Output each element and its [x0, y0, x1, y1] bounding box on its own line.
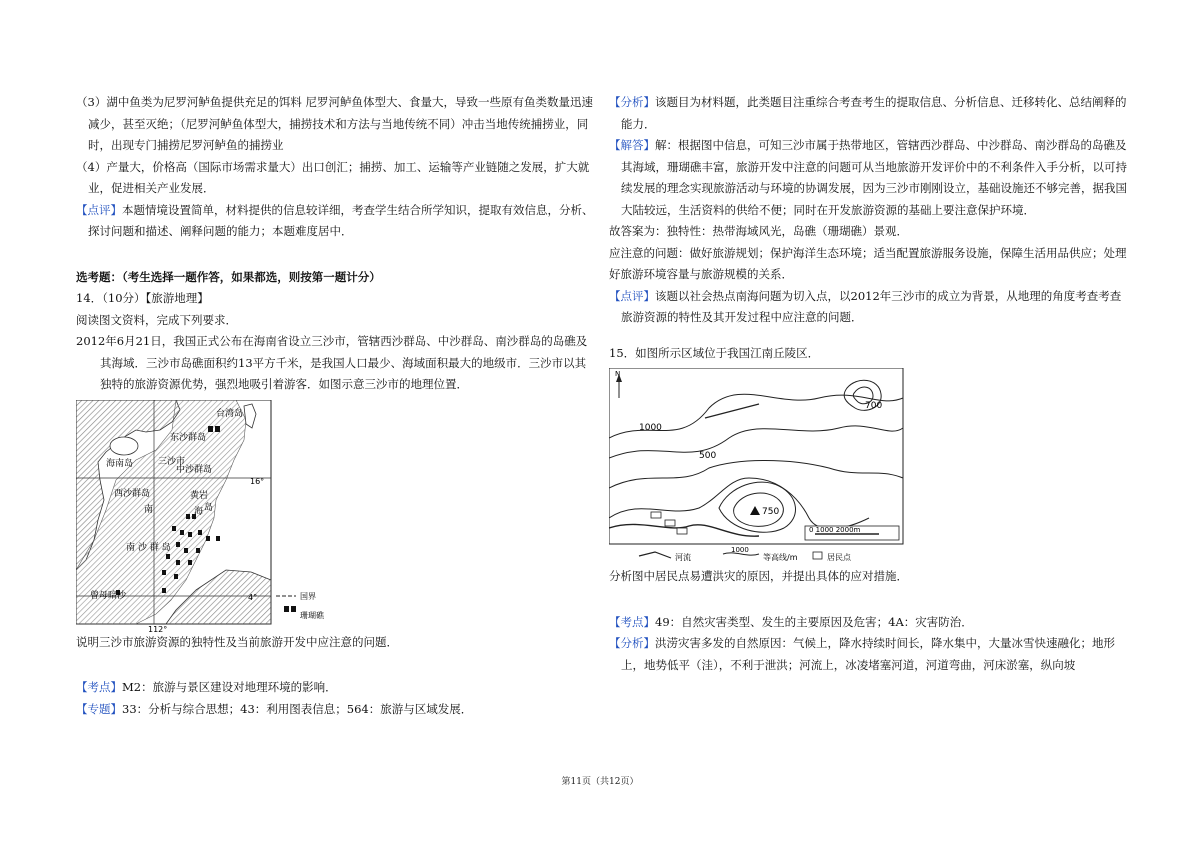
kaodian2-paragraph	[609, 612, 1129, 634]
label-zengmu: 曾母暗沙	[90, 590, 127, 601]
kaodian-tag: 【考点】	[76, 680, 122, 694]
q14-material: 2012年6月21日，我国正式公布在海南省设立三沙市，管辖西沙群岛、中沙群岛、南沙群岛的岛礁及其海域．三沙市岛礁面积约13平方千米，是我国人口最少、海域面积最大的地级市．三沙市以其独特的旅游资源优势，强烈地吸引着游客．如图示意三沙市的地理位置．	[76, 334, 588, 391]
legend-contour-value: 1000	[731, 546, 749, 554]
kaodian-text: M2：旅游与景区建设对地理环境的影响．	[122, 680, 337, 694]
legend-settlement-label: 居民点	[827, 553, 851, 562]
q13-part4: （4）产量大，价格高（国际市场需求量大）出口创汇；捕捞、加工、运输等产业链随之发展，扩大就业，促进相关产业发展．	[76, 159, 590, 195]
map2-legend	[639, 546, 852, 562]
q13-part3: （3）湖中鱼类为尼罗河鲈鱼提供充足的饵料 尼罗河鲈鱼体型大、食量大，导致一些原有鱼类数量迅速减少，甚至灭绝；（尼罗河鲈鱼体型大，捕捞技术和方法与当地传统不同）冲击当地传统捕捞业，同时，出现专门捕捞尼罗河鲈鱼的捕捞业	[76, 95, 593, 152]
contour-label-1000: 1000	[639, 423, 662, 433]
kaodian2-tag: 【考点】	[609, 614, 655, 629]
q15-question: 分析图中居民点易遭洪灾的原因，并提出具体的应对措施．	[609, 569, 908, 583]
answer-line-2: 应注意的问题：做好旅游规划；保护海洋生态环境；适当配置旅游服务设施，保障生活用品供应；处理好旅游环境容量与旅游规模的关系．	[609, 245, 1127, 281]
q14-question: 说明三沙市旅游资源的独特性及当前旅游开发中应注意的问题．	[76, 634, 398, 649]
legend-reef-label: 珊瑚礁	[300, 610, 324, 620]
fenxi2-text: 洪涝灾害多发的自然原因：气候上，降水持续时间长，降水集中，大量冰雪快速融化；地形上，地势低平（洼），不利于泄洪；河流上，冰凌堵塞河道，河道弯曲，河床淤塞，纵向坡	[621, 636, 1115, 672]
fenxi-paragraph	[609, 92, 1129, 135]
dianping-paragraph	[609, 286, 1129, 329]
kaodian2-text: 49：自然灾害类型、发生的主要原因及危害；4A：灾害防治．	[655, 614, 973, 629]
left-column	[76, 92, 596, 720]
zhuanti-text: 33：分析与综合思想；43：利用图表信息；564：旅游与区域发展．	[122, 701, 473, 716]
scale-bar	[805, 526, 899, 540]
label-huangyan-island: 岛	[204, 502, 214, 513]
label-lat16: 16°	[250, 476, 265, 486]
north-label: N	[615, 370, 621, 378]
label-zhongsha: 中沙群岛	[176, 464, 213, 475]
legend-border-label: 国界	[300, 591, 316, 601]
settlement-3	[677, 528, 687, 534]
label-taiwan: 台湾岛	[216, 408, 244, 419]
fenxi2-paragraph	[609, 633, 1129, 676]
section-title: 选考题：（考生选择一题作答，如果都选，则按第一题计分）	[76, 269, 381, 284]
q15-head: 15．如图所示区域位于我国江南丘陵区．	[609, 345, 820, 360]
zhuanti-paragraph	[76, 699, 596, 721]
q14-head: 14．（10分）【旅游地理】	[76, 291, 209, 305]
hainan-island-shape	[110, 437, 138, 455]
sansha-map	[76, 400, 406, 632]
contour-label-700: 700	[865, 401, 883, 411]
label-dongsha: 东沙群岛	[170, 432, 207, 443]
scale-label: 0 1000 2000m	[809, 526, 861, 534]
jieda-tag: 【解答】	[609, 138, 655, 152]
label-lat4: 4°	[248, 592, 258, 602]
q14-intro: 阅读图文资料，完成下列要求．	[76, 312, 237, 327]
label-hai: 海	[194, 506, 204, 517]
zhuanti-tag: 【专题】	[76, 701, 122, 716]
map1-legend	[276, 592, 325, 620]
comment-paragraph	[76, 200, 596, 243]
right-column	[609, 92, 1129, 676]
contour-map	[609, 368, 909, 566]
peak-label-750: 750	[762, 507, 780, 517]
label-xisha: 西沙群岛	[114, 488, 151, 499]
settlement-1	[651, 512, 661, 518]
legend-contour-label: 等高线/m	[763, 553, 798, 562]
label-nan: 南	[144, 504, 154, 515]
answer-line-1: 故答案为：独特性：热带海域风光，岛礁（珊瑚礁）景观．	[609, 224, 908, 238]
kaodian-paragraph	[76, 677, 596, 699]
fenxi2-tag: 【分析】	[609, 636, 655, 650]
label-hainan: 海南岛	[106, 458, 134, 469]
legend-river-label: 河流	[675, 553, 691, 562]
label-huangyan: 黄岩	[190, 490, 209, 501]
fenxi-text: 该题目为材料题，此类题目注重综合考查考生的提取信息、分析信息、迁移转化、总结阐释的能力．	[621, 95, 1127, 131]
label-lon112: 112°	[148, 624, 168, 632]
comment-text: 本题情境设置简单，材料提供的信息较详细，考查学生结合所学知识，提取有效信息，分析、探讨问题和描述、阐释问题的能力；本题难度居中．	[88, 202, 594, 238]
dianping-tag: 【点评】	[609, 288, 655, 303]
label-sansha: 三沙市	[158, 456, 186, 467]
dianping-text: 该题以社会热点南海问题为切入点，以2012年三沙市的成立为背景，从地理的角度考查考查旅游资源的特性及其开发过程中应注意的问题．	[621, 288, 1122, 324]
fenxi-tag: 【分析】	[609, 95, 655, 109]
contour-label-500: 500	[699, 451, 717, 461]
page-footer: 第11页（共12页）	[561, 777, 639, 787]
settlement-2	[665, 520, 675, 526]
label-nansha: 南 沙 群 岛	[126, 542, 171, 553]
jieda-paragraph	[609, 135, 1129, 221]
comment-tag: 【点评】	[76, 202, 122, 217]
jieda-text: 解：根据图中信息，可知三沙市属于热带地区，管辖西沙群岛、中沙群岛、南沙群岛的岛礁及其海域，珊瑚礁丰富，旅游开发中注意的问题可从当地旅游开发评价中的不利条件入手分析，以可持续发展的理念实现旅游活动与环境的协调发展，因为三沙市刚刚设立，基础设施还不够完善，据我国大陆较远，生活资料的供给不便；同时在开发旅游资源的基础上要注意保护环境．	[621, 138, 1127, 217]
